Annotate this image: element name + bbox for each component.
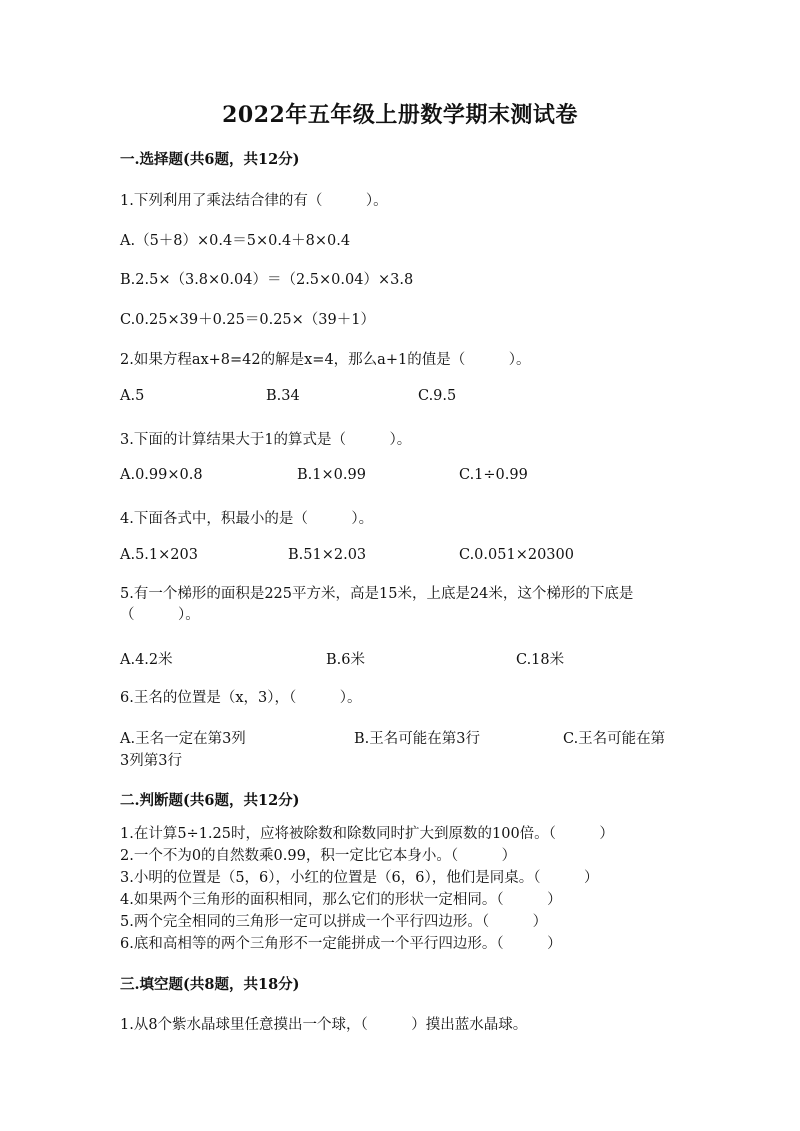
option-b: B.2.5×（3.8×0.04）＝（2.5×0.04）×3.8	[120, 272, 414, 288]
option-c: C.王名可能在第	[563, 731, 666, 747]
judge-item: 3.小明的位置是（5，6），小红的位置是（6，6），他们是同桌。（ ）	[120, 870, 599, 886]
option-c: C.0.25×39＋0.25＝0.25×（39＋1）	[120, 312, 375, 328]
page-title: 2022年五年级上册数学期末测试卷	[222, 102, 578, 128]
judge-item: 5.两个完全相同的三角形一定可以拼成一个平行四边形。（ ）	[120, 914, 548, 930]
option-a: A.5	[120, 388, 145, 404]
judge-item: 2.一个不为0的自然数乘0.99，积一定比它本身小。（ ）	[120, 848, 517, 864]
option-a: A.（5＋8）×0.4＝5×0.4＋8×0.4	[120, 233, 351, 249]
question-stem: 1.从8个紫水晶球里任意摸出一个球，（ ）摸出蓝水晶球。	[120, 1017, 528, 1033]
option-a: A.5.1×203	[120, 547, 198, 563]
option-c: C.9.5	[418, 388, 457, 404]
question-stem: 4.下面各式中，积最小的是（ ）。	[120, 511, 374, 527]
section-heading-judge: 二.判断题(共6题，共12分)	[120, 792, 300, 809]
option-a: A.王名一定在第3列	[120, 731, 246, 747]
option-b: B.6米	[326, 652, 365, 668]
judge-item: 1.在计算5÷1.25时，应将被除数和除数同时扩大到原数的100倍。（ ）	[120, 826, 614, 842]
option-c-continued: 3列第3行	[120, 753, 182, 769]
option-b: B.1×0.99	[297, 467, 366, 483]
option-c: C.18米	[516, 652, 565, 668]
option-b: B.34	[266, 388, 300, 404]
option-b: B.51×2.03	[288, 547, 367, 563]
section-heading-choice: 一.选择题(共6题，共12分)	[120, 151, 300, 168]
option-b: B.王名可能在第3行	[354, 731, 480, 747]
question-stem: 1.下列利用了乘法结合律的有（ ）。	[120, 193, 388, 209]
question-stem: 6.王名的位置是（x，3），（ ）。	[120, 690, 362, 706]
question-stem: 2.如果方程ax+8=42的解是x=4，那么a+1的值是（ ）。	[120, 352, 531, 368]
option-a: A.0.99×0.8	[120, 467, 203, 483]
question-stem: 3.下面的计算结果大于1的算式是（ ）。	[120, 432, 412, 448]
question-stem: 5.有一个梯形的面积是225平方米，高是15米，上底是24米，这个梯形的下底是（ ）。	[120, 586, 634, 623]
option-a: A.4.2米	[120, 652, 173, 668]
section-heading-fill: 三.填空题(共8题，共18分)	[120, 976, 300, 993]
option-c: C.1÷0.99	[459, 467, 528, 483]
option-c: C.0.051×20300	[459, 547, 574, 563]
judge-item: 6.底和高相等的两个三角形不一定能拼成一个平行四边形。（ ）	[120, 936, 562, 952]
judge-item: 4.如果两个三角形的面积相同，那么它们的形状一定相同。（ ）	[120, 892, 562, 908]
